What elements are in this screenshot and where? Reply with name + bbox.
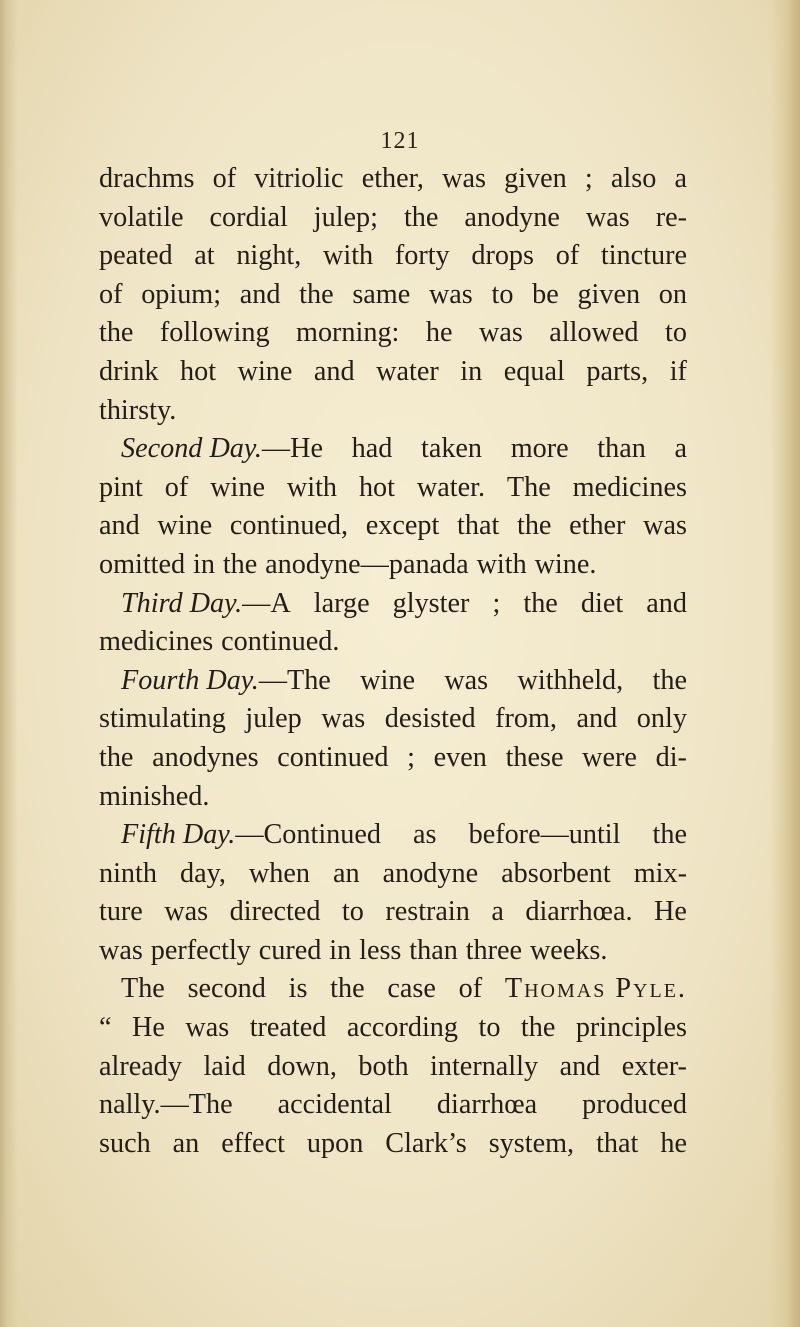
- word: both: [358, 1050, 409, 1082]
- text-line: [99, 199, 687, 238]
- word: anodyne: [382, 857, 479, 889]
- word: and: [646, 587, 687, 619]
- word: cordial: [209, 201, 288, 233]
- text-line: [99, 546, 687, 585]
- word: the: [403, 201, 439, 233]
- word: was: [444, 664, 489, 696]
- word: stimulating: [99, 703, 226, 735]
- word: large: [313, 587, 370, 619]
- word: given: [577, 278, 641, 310]
- word: water.: [416, 471, 485, 503]
- word: ture: [99, 896, 143, 928]
- word: was: [585, 201, 630, 233]
- word: only: [636, 703, 687, 735]
- word: that: [596, 1127, 639, 1159]
- word: omitted: [99, 548, 186, 580]
- word: in: [193, 548, 215, 580]
- word: principles: [575, 1012, 687, 1044]
- text-line: [99, 314, 687, 353]
- word: ether,: [361, 163, 424, 194]
- text-line: [99, 1086, 687, 1125]
- word: The: [121, 973, 165, 1005]
- word: withheld,: [517, 664, 624, 696]
- word: than: [409, 934, 458, 966]
- word: julep;: [313, 201, 378, 233]
- word: to: [478, 1012, 501, 1044]
- word: of: [99, 278, 123, 310]
- text-line: [99, 970, 687, 1009]
- word: parts,: [586, 355, 649, 387]
- word: the: [299, 278, 334, 310]
- word: wine: [210, 471, 265, 503]
- text-line: [99, 623, 687, 662]
- word: that: [457, 510, 500, 542]
- word: ;: [492, 587, 501, 619]
- word: was: [478, 317, 523, 349]
- word: was: [442, 163, 486, 194]
- word: the: [652, 819, 687, 851]
- word: of: [164, 471, 189, 503]
- word: also: [610, 163, 657, 194]
- text-line: [99, 1009, 687, 1048]
- word: three: [465, 934, 523, 966]
- word: “: [99, 1012, 112, 1044]
- text-line: [99, 855, 687, 894]
- word: The: [506, 471, 551, 503]
- text-line: [99, 585, 687, 624]
- word: an: [172, 1127, 200, 1159]
- word: in: [329, 934, 352, 966]
- day-heading: Second Day.: [121, 433, 262, 465]
- word: anodyne—panada: [265, 548, 469, 580]
- word: glyster: [392, 587, 470, 619]
- word: volatile: [99, 201, 184, 233]
- word: ether: [569, 510, 626, 542]
- text-line: [99, 739, 687, 778]
- word: of: [555, 240, 580, 272]
- word: drink: [99, 355, 159, 387]
- word: Clark’s: [385, 1127, 467, 1159]
- word: of: [212, 163, 237, 194]
- word: allowed: [549, 317, 639, 349]
- word: morning:: [296, 317, 400, 349]
- word: hot: [358, 471, 395, 503]
- text-line: [99, 160, 687, 199]
- word: the: [99, 741, 134, 773]
- word: restrain: [385, 896, 470, 928]
- word: ;: [584, 163, 593, 194]
- word: on: [658, 278, 687, 310]
- page-number: 121: [380, 128, 420, 154]
- word: was: [164, 896, 209, 928]
- word: He: [654, 896, 687, 928]
- word: medicines: [99, 626, 214, 658]
- text-line: [99, 1048, 687, 1087]
- word: drachms: [99, 163, 195, 194]
- text-line: [99, 816, 687, 855]
- word: of: [458, 973, 483, 1005]
- section-heading-word: Fifth Day.—Continued: [121, 819, 381, 851]
- word: to: [491, 278, 514, 310]
- word: already: [99, 1050, 182, 1082]
- word: the: [516, 510, 552, 542]
- word: hot: [180, 355, 217, 387]
- word: medicines: [572, 471, 687, 503]
- word: thirsty.: [99, 394, 177, 426]
- person-name: Thomas Pyle.: [504, 973, 687, 1005]
- word: ninth: [99, 857, 157, 889]
- word: had: [351, 433, 393, 465]
- word: taken: [420, 433, 483, 465]
- word: re-: [655, 201, 687, 233]
- word: was: [99, 934, 143, 966]
- section-heading-word: Fourth Day.—The: [121, 664, 331, 696]
- text-line: [99, 932, 687, 971]
- word: is: [288, 973, 308, 1005]
- word: given: [504, 163, 567, 194]
- word: exter-: [621, 1050, 687, 1082]
- word: day,: [179, 857, 226, 889]
- word: opium;: [141, 278, 222, 310]
- word: the: [330, 973, 365, 1005]
- text-line: [99, 237, 687, 276]
- word: he: [425, 317, 453, 349]
- word: laid: [203, 1050, 246, 1082]
- word: wine: [237, 355, 293, 387]
- word: continued: [277, 741, 389, 773]
- word: in: [460, 355, 483, 387]
- text-line: [99, 778, 687, 817]
- word: continued.: [221, 626, 340, 658]
- word: drops: [471, 240, 534, 272]
- word: wine.: [534, 548, 597, 580]
- word: same: [352, 278, 411, 310]
- text-line: [99, 507, 687, 546]
- word: He: [132, 1012, 165, 1044]
- word: were: [582, 741, 637, 773]
- word: perfectly: [150, 934, 251, 966]
- word: to: [341, 896, 364, 928]
- word: and: [239, 278, 281, 310]
- word: was: [185, 1012, 230, 1044]
- word: the: [652, 664, 687, 696]
- word: and: [99, 510, 140, 542]
- word: second: [187, 973, 266, 1005]
- word: these: [505, 741, 564, 773]
- text-line: [99, 469, 687, 508]
- word: if: [669, 355, 687, 387]
- word: absorbent: [501, 857, 611, 889]
- word: di-: [655, 741, 687, 773]
- text-line: [99, 662, 687, 701]
- day-heading: Fourth Day.: [121, 664, 259, 696]
- word: less: [359, 934, 402, 966]
- word: vitriolic: [254, 163, 344, 194]
- word: system,: [488, 1127, 575, 1159]
- word: diarrhœa: [436, 1089, 538, 1121]
- text-line: [99, 430, 687, 469]
- word: was: [321, 703, 366, 735]
- section-heading-word: Second Day.—He: [121, 433, 323, 465]
- word: tincture: [600, 240, 687, 272]
- word: and: [576, 703, 618, 735]
- word: wine: [360, 664, 415, 696]
- word: treated: [249, 1012, 327, 1044]
- word: anodyne: [464, 201, 560, 233]
- word: with: [476, 548, 527, 580]
- word: night,: [236, 240, 302, 272]
- word: continued,: [229, 510, 349, 542]
- word: the: [99, 317, 134, 349]
- word: with: [323, 240, 374, 272]
- word: even: [433, 741, 487, 773]
- word: weeks.: [529, 934, 608, 966]
- word: minished.: [99, 780, 210, 812]
- word: water: [376, 355, 439, 387]
- word: and: [559, 1050, 601, 1082]
- word: with: [286, 471, 338, 503]
- word: directed: [229, 896, 321, 928]
- word: internally: [430, 1050, 539, 1082]
- text-line: [99, 353, 687, 392]
- word: as: [413, 819, 437, 851]
- day-heading: Third Day.: [121, 587, 243, 619]
- word: than: [597, 433, 646, 465]
- word: wine: [157, 510, 213, 542]
- text-line: [99, 392, 687, 431]
- word: was: [428, 278, 473, 310]
- word: according: [346, 1012, 458, 1044]
- word: more: [510, 433, 569, 465]
- word: when: [248, 857, 310, 889]
- text-line: [99, 700, 687, 739]
- word: julep: [245, 703, 302, 735]
- word: he: [660, 1127, 687, 1159]
- word: diarrhœa.: [525, 896, 633, 928]
- text-line: [99, 1125, 687, 1164]
- word: effect: [221, 1127, 285, 1159]
- word: mix-: [633, 857, 687, 889]
- word: upon: [306, 1127, 364, 1159]
- word: cured: [258, 934, 322, 966]
- word: except: [365, 510, 440, 542]
- word: pint: [99, 471, 143, 503]
- word: ;: [407, 741, 415, 773]
- word: down,: [267, 1050, 337, 1082]
- word: such: [99, 1127, 151, 1159]
- word: at: [194, 240, 215, 272]
- word: following: [159, 317, 270, 349]
- word: a: [674, 163, 687, 194]
- word: accidental: [277, 1089, 392, 1121]
- word: forty: [394, 240, 450, 272]
- word: the: [523, 587, 558, 619]
- word: a: [491, 896, 504, 928]
- word: case: [387, 973, 436, 1005]
- text-line: [99, 276, 687, 315]
- page-edge-right: [770, 0, 800, 1327]
- word: produced: [582, 1089, 687, 1121]
- word: a: [674, 433, 687, 465]
- word: before—until: [468, 819, 621, 851]
- word: equal: [503, 355, 565, 387]
- text-line: [99, 893, 687, 932]
- word: the: [520, 1012, 556, 1044]
- section-heading-word: Third Day.—A: [121, 587, 291, 619]
- word: peated: [99, 240, 173, 272]
- word: and: [313, 355, 355, 387]
- word: an: [332, 857, 360, 889]
- word: the: [222, 548, 258, 580]
- day-heading: Fifth Day.: [121, 819, 236, 851]
- word: desisted: [384, 703, 476, 735]
- word: nally.—The: [99, 1089, 233, 1121]
- word: from,: [495, 703, 557, 735]
- page-edge-left: [0, 0, 18, 1327]
- word: diet: [580, 587, 624, 619]
- body-text: [99, 160, 687, 1163]
- word: to: [665, 317, 687, 349]
- word: be: [532, 278, 559, 310]
- word: was: [643, 510, 687, 542]
- word: anodynes: [152, 741, 259, 773]
